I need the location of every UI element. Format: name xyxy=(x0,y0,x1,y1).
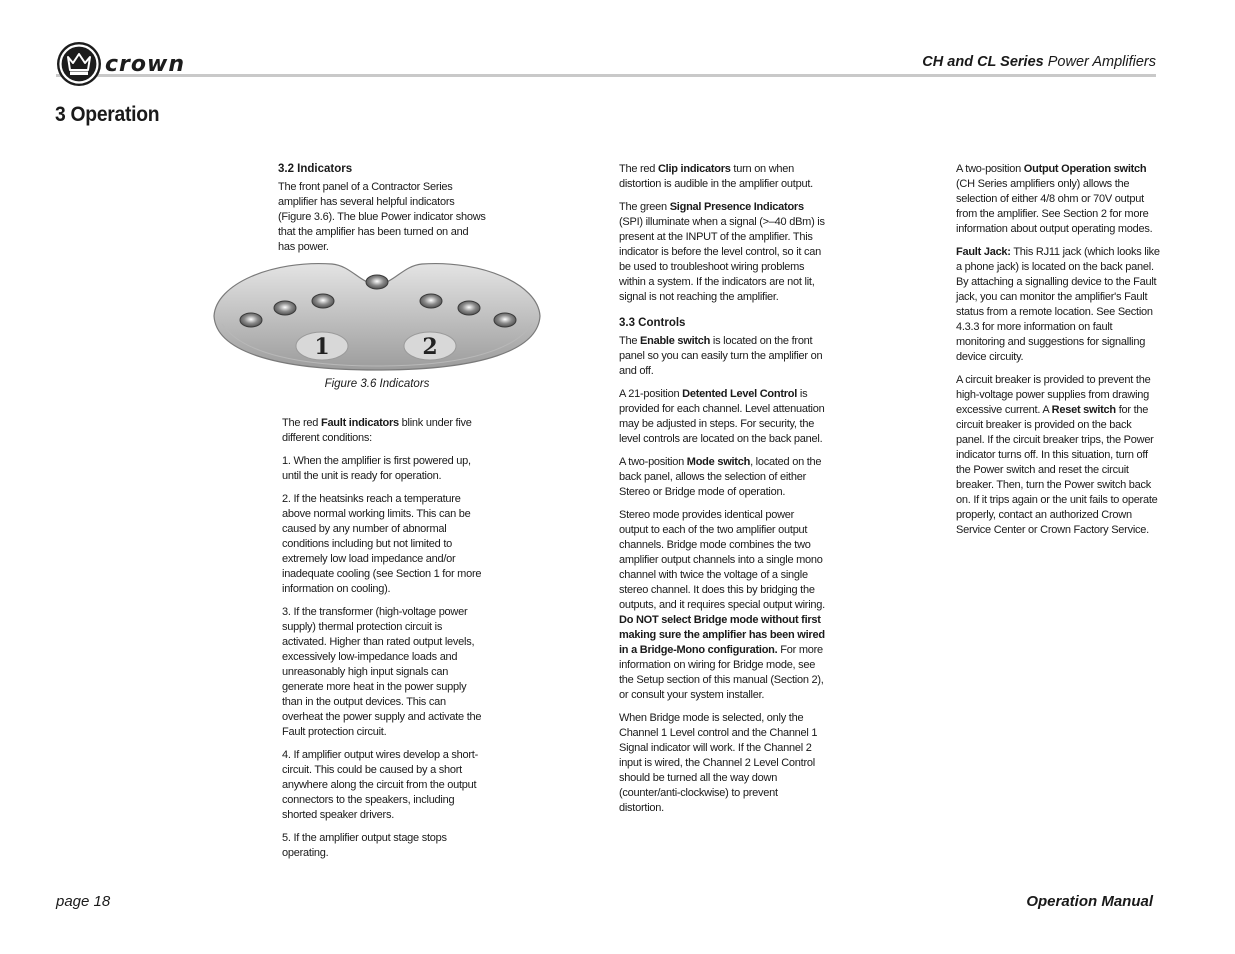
channel-1-label: 1 xyxy=(314,334,330,360)
text-run-bold: Do NOT select Bridge mode without first making sure the amplifier has been wired in a Bridge-Mono configuration. xyxy=(619,614,825,656)
fault-jack-paragraph xyxy=(956,245,1162,365)
page-number: page 18 xyxy=(56,893,111,910)
output-switch-paragraph xyxy=(956,162,1162,237)
text-run: blink under five different conditions: xyxy=(282,417,472,444)
series-title-rest: Power Amplifiers xyxy=(1043,54,1156,70)
list-item: 5. If the amplifier output stage stops operating. xyxy=(282,832,447,859)
text-run: is provided for each channel. Level attenuation may be adjusted in steps. For security, the level controls are located on the back panel. xyxy=(619,388,825,445)
text-run: A circuit breaker is provided to prevent the high-voltage power supplies from drawing excessive current. A xyxy=(956,374,1151,416)
circuit-breaker-paragraph xyxy=(956,373,1162,538)
indicators-intro-section xyxy=(278,162,488,263)
text-run-bold: Fault indicators xyxy=(320,417,399,429)
text-run: Stereo mode provides identical power output to each of the two amplifier output channels. Bridge mode combines the two amplifier output channels into a single mono channel with twice the voltage of a single stereo channel. It does this by bridging the outputs, and it requires special output wiring. xyxy=(619,509,825,611)
text-run: The red xyxy=(619,163,658,175)
text-run-bold: Reset switch xyxy=(1051,404,1116,416)
stereo-mode-paragraph xyxy=(619,508,825,703)
indicators-heading: 3.2 Indicators xyxy=(278,163,353,175)
text-run: A two-position xyxy=(956,163,1024,175)
text-run: A two-position xyxy=(619,456,687,468)
indicators-figure xyxy=(212,254,542,374)
text-run: (SPI) illuminate when a signal (>–40 dBm) is present at the INPUT of the amplifier. This indicator is before the level control, so it can be used to troubleshoot wiring problems within a system. If the indicators are not lit, signal is not reaching the amplifier. xyxy=(619,216,825,303)
controls-heading: 3.3 Controls xyxy=(619,317,686,329)
right-column xyxy=(956,162,1162,546)
chapter-title: 3 Operation xyxy=(55,103,160,126)
text-run: The red xyxy=(282,417,321,429)
clip-indicators-paragraph xyxy=(619,162,825,192)
crown-logo xyxy=(55,40,203,88)
figure-caption: Figure 3.6 Indicators xyxy=(324,378,430,390)
svg-text:crown: crown xyxy=(105,52,185,77)
text-run-bold: Mode switch xyxy=(686,456,751,468)
text-run: turn on when distortion is audible in the amplifier output. xyxy=(619,163,813,190)
list-item: 1. When the amplifier is first powered up, until the unit is ready for operation. xyxy=(282,455,471,482)
list-item: 2. If the heatsinks reach a temperature above normal working limits. This can be caused by any number of abnormal conditions including but not limited to extremely low load impedance and/or inadequate cooling (see Section 1 for more information on cooling). xyxy=(282,493,482,595)
enable-switch-paragraph xyxy=(619,334,825,379)
fault-indicators-section xyxy=(282,416,488,869)
fault-indicators-paragraph xyxy=(282,416,488,446)
text-run-bold: Signal Presence Indicators xyxy=(669,201,804,213)
indicators-intro: The front panel of a Contractor Series amplifier has several helpful indicators (Figure 3.6). The blue Power indicator shows that the amplifier has been turned on and has power. xyxy=(278,181,486,253)
text-run-bold: Clip indicators xyxy=(657,163,731,175)
text-run: , located on the back panel, allows the selection of either Stereo or Bridge mode of operation. xyxy=(619,456,822,498)
manual-title: Operation Manual xyxy=(1026,893,1153,910)
level-control-paragraph xyxy=(619,387,825,447)
text-run-bold: Fault Jack: xyxy=(956,246,1011,258)
series-title-bold: CH and CL Series xyxy=(922,54,1044,70)
channel-2-label: 2 xyxy=(422,334,438,360)
text-run: for the circuit breaker is provided on the back panel. If the circuit breaker trips, the Power indicator turns off. In this situation, turn off the Power switch and reset the circuit breaker. Then, turn the Power switch back on. If it trips again or the unit fails to operate properly, contact an authorized Crown Service Center or Crown Factory Service. xyxy=(956,404,1158,536)
header-rule xyxy=(56,74,1156,77)
text-run-bold: Detented Level Control xyxy=(682,388,798,400)
spi-paragraph xyxy=(619,200,825,305)
text-run: For more information on wiring for Bridge mode, see the Setup section of this manual (Section 2), or consult your system installer. xyxy=(619,644,824,701)
text-run: The green xyxy=(619,201,670,213)
text-run-bold: Output Operation switch xyxy=(1023,163,1147,175)
text-run: is located on the front panel so you can easily turn the amplifier on and off. xyxy=(619,335,823,377)
mode-switch-paragraph xyxy=(619,455,825,500)
middle-column xyxy=(619,162,825,824)
text-run: (CH Series amplifiers only) allows the selection of either 4/8 ohm or 70V output from the amplifier. See Section 2 for more information about output operating modes. xyxy=(956,178,1153,235)
text-run: A 21-position xyxy=(619,388,683,400)
list-item: 3. If the transformer (high-voltage power supply) thermal protection circuit is activated. Higher than rated output levels, excessively low-impedance loads and unreasonably high input signals can generate more heat in the power supply than in the output devices. This can overheat the power supply and activate the Fault protection circuit. xyxy=(282,606,482,738)
bridge-mode-paragraph: When Bridge mode is selected, only the Channel 1 Level control and the Channel 1 Signal indicator will work. If the Channel 2 input is wired, the Channel 2 Level Control should be turned all the way down (counter/anti-clockwise) to prevent distortion. xyxy=(619,712,818,814)
series-title xyxy=(922,54,1156,70)
text-run: The xyxy=(619,335,641,347)
list-item: 4. If amplifier output wires develop a short-circuit. This could be caused by a short anywhere along the circuit from the output connectors to the speakers, including shorted speaker drivers. xyxy=(282,749,479,821)
text-run-bold: Enable switch xyxy=(640,335,711,347)
text-run: This RJ11 jack (which looks like a phone jack) is located on the back panel. By attaching a signalling device to the Fault jack, you can monitor the amplifier's Fault status from a remote location. See Section 4.3.3 for more information on fault monitoring and suggestions for signalling device circuity. xyxy=(956,246,1160,363)
